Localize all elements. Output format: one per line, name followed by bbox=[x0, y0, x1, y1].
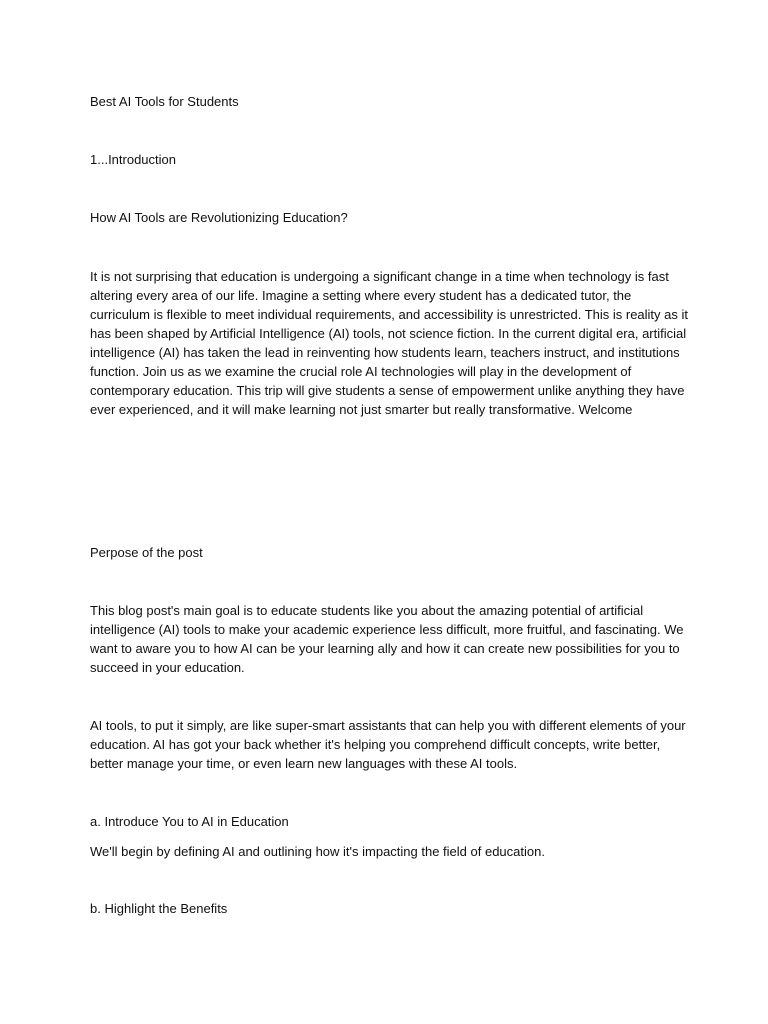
purpose-paragraph-line: want to aware you to how AI can be your learning ally and how it can create new possibilities for you to bbox=[90, 641, 680, 656]
intro-paragraph-line: curriculum is flexible to meet individual requirements, and accessibility is unrestricted. This is reality as it bbox=[90, 307, 688, 322]
purpose-heading: Perpose of the post bbox=[90, 545, 203, 560]
intro-paragraph-line: contemporary education. This trip will give students a sense of empowerment unlike anything they have bbox=[90, 383, 685, 398]
subsection-a-heading: a. Introduce You to AI in Education bbox=[90, 814, 289, 829]
tools-paragraph-line: AI tools, to put it simply, are like super-smart assistants that can help you with different elements of your bbox=[90, 718, 686, 733]
intro-paragraph-line: intelligence (AI) has taken the lead in reinventing how students learn, teachers instruct, and institutions bbox=[90, 345, 680, 360]
purpose-paragraph-line: succeed in your education. bbox=[90, 660, 245, 675]
intro-paragraph bbox=[90, 267, 690, 419]
section-heading-introduction: 1...Introduction bbox=[90, 152, 176, 167]
purpose-paragraph bbox=[90, 601, 690, 677]
subsection-b-heading: b. Highlight the Benefits bbox=[90, 901, 228, 916]
intro-paragraph-line: ever experienced, and it will make learning not just smarter but really transformative. Welcome bbox=[90, 402, 633, 417]
intro-paragraph-line: It is not surprising that education is undergoing a significant change in a time when technology is fast bbox=[90, 269, 669, 284]
question-heading: How AI Tools are Revolutionizing Education? bbox=[90, 210, 348, 225]
purpose-paragraph-line: This blog post's main goal is to educate students like you about the amazing potential of artificial bbox=[90, 603, 644, 618]
document-title: Best AI Tools for Students bbox=[90, 94, 239, 109]
purpose-paragraph-line: intelligence (AI) tools to make your academic experience less difficult, more fruitful, and fascinating. We bbox=[90, 622, 684, 637]
tools-paragraph bbox=[90, 716, 690, 773]
intro-paragraph-line: function. Join us as we examine the crucial role AI technologies will play in the development of bbox=[90, 364, 632, 379]
tools-paragraph-line: better manage your time, or even learn new languages with these AI tools. bbox=[90, 756, 518, 771]
subsection-a-text: We'll begin by defining AI and outlining how it's impacting the field of education. bbox=[90, 844, 545, 859]
intro-paragraph-line: has been shaped by Artificial Intelligence (AI) tools, not science fiction. In the current digital era, artificial bbox=[90, 326, 687, 341]
intro-paragraph-line: altering every area of our life. Imagine a setting where every student has a dedicated tutor, the bbox=[90, 288, 632, 303]
tools-paragraph-line: education. AI has got your back whether it's helping you comprehend difficult concepts, write better, bbox=[90, 737, 661, 752]
